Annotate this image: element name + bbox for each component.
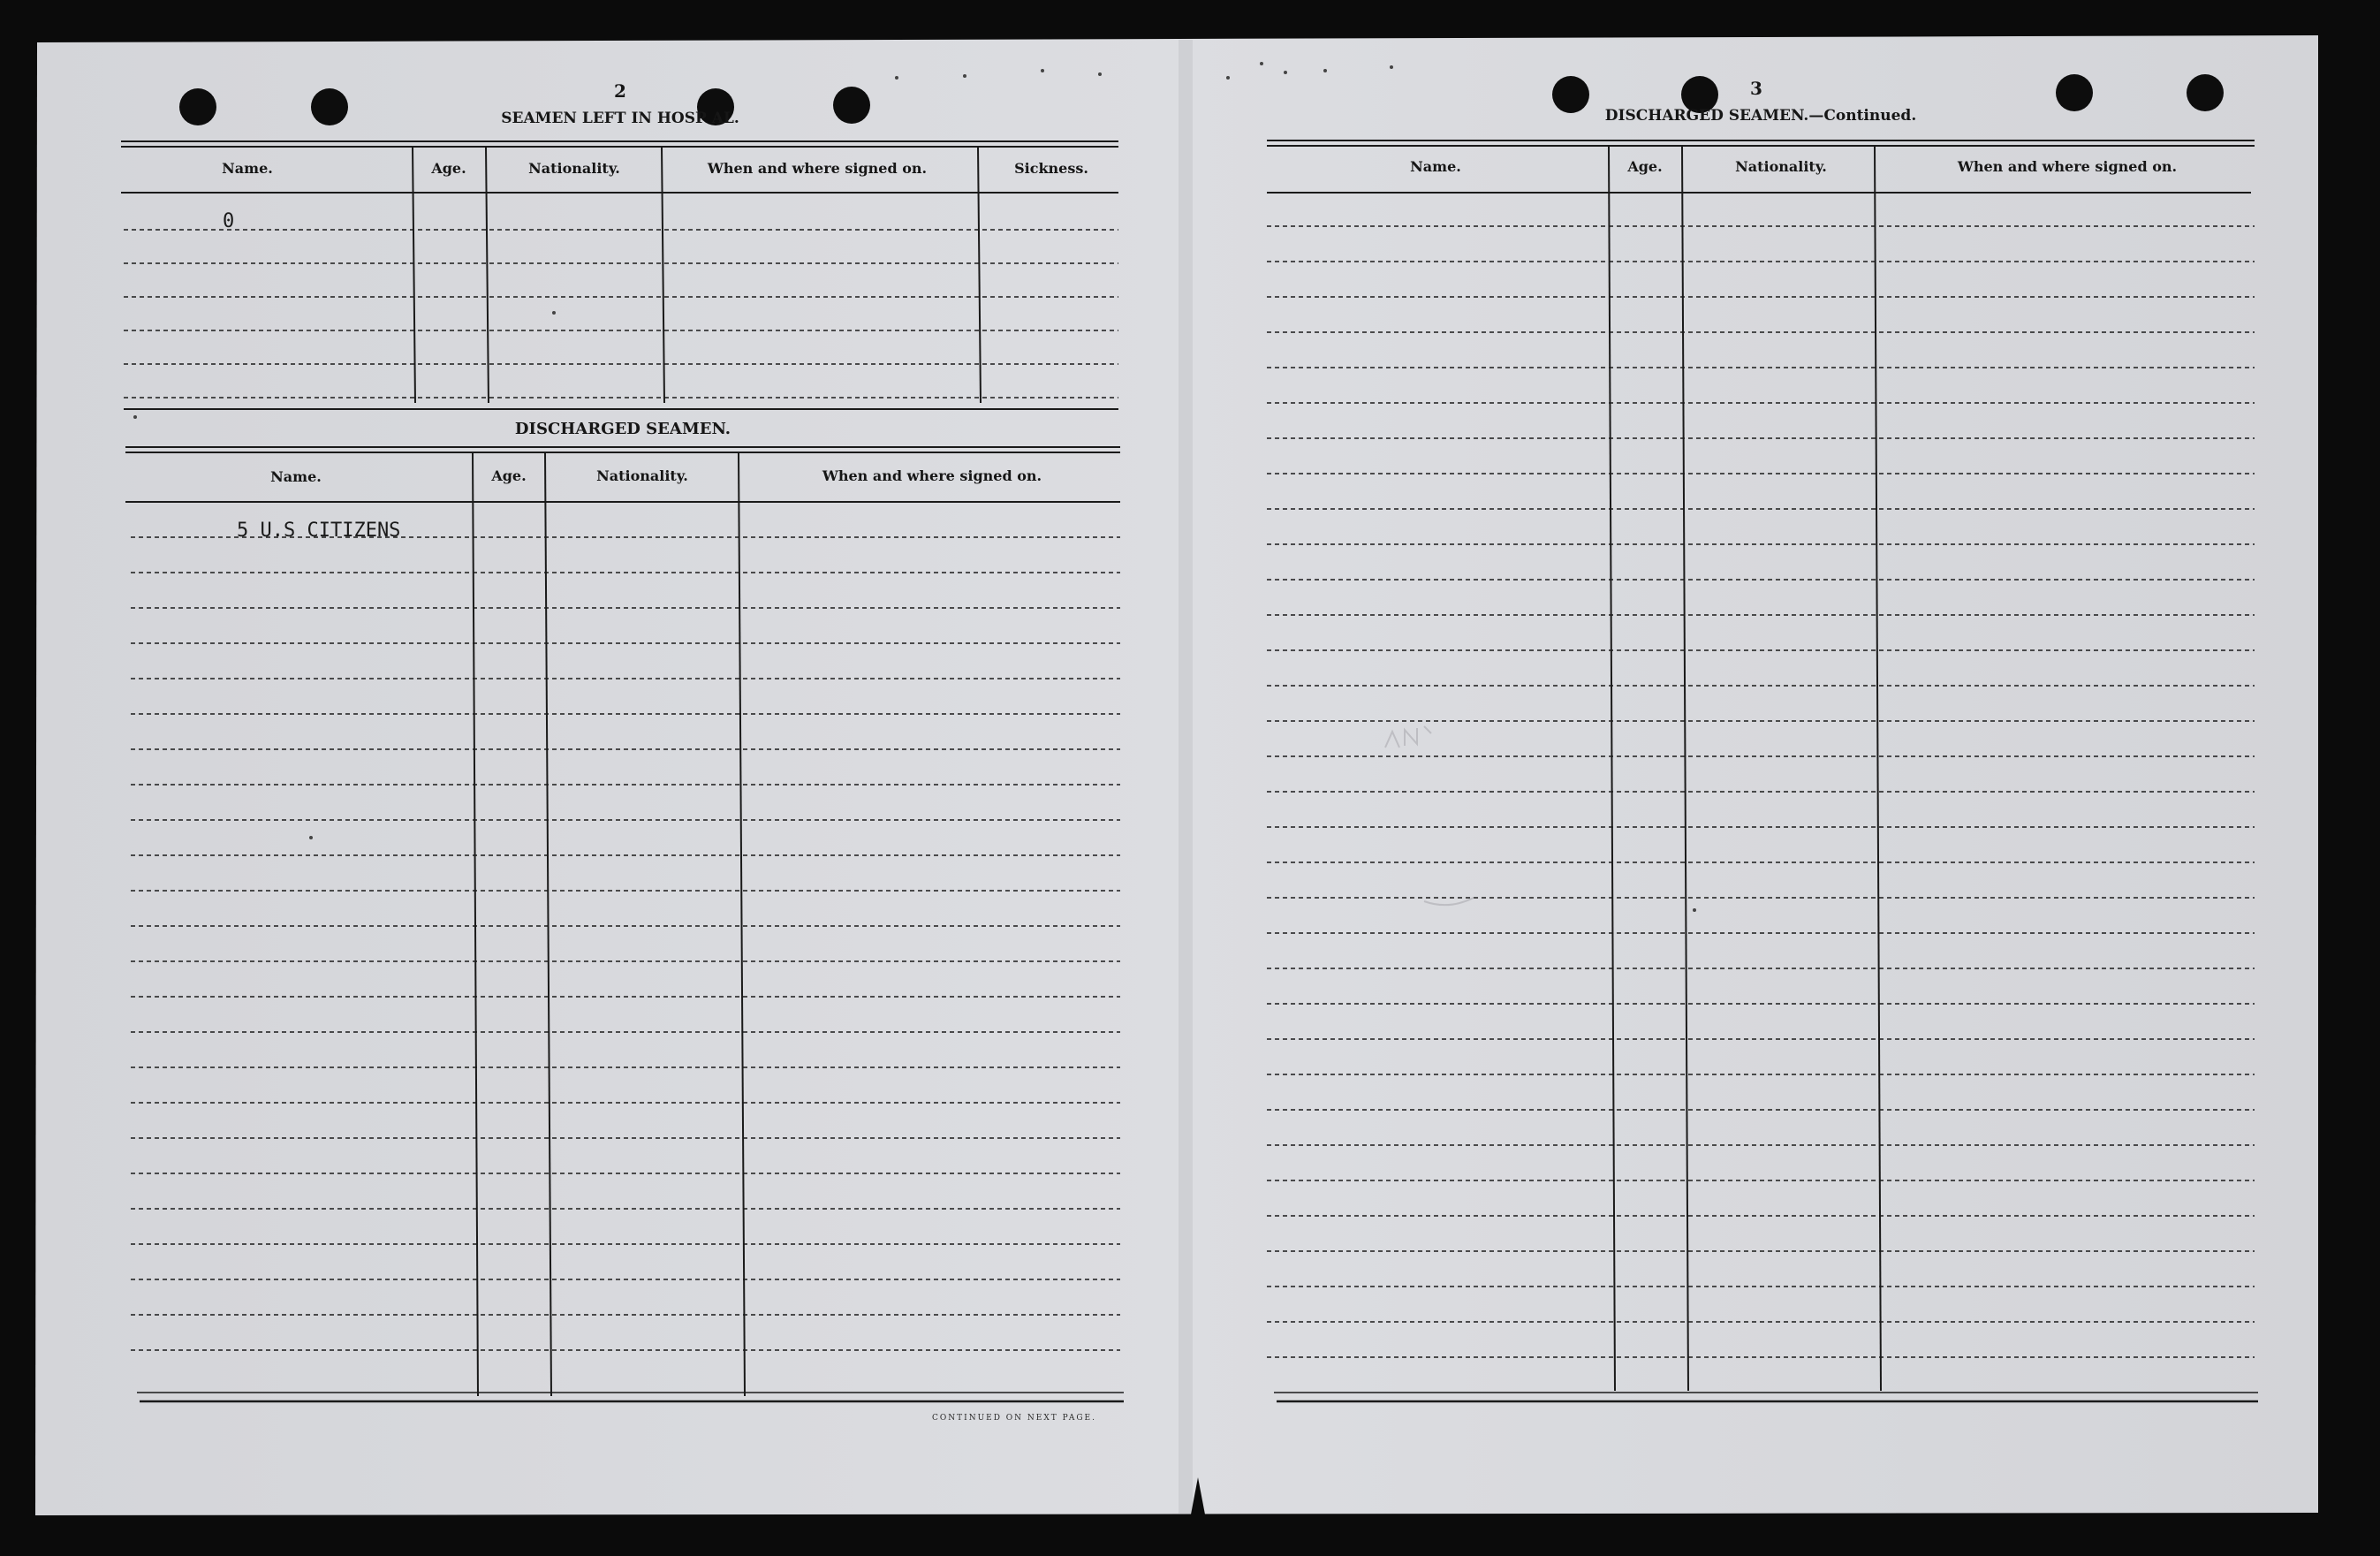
page-number-left: 2 <box>614 80 626 102</box>
punch-hole <box>311 88 348 125</box>
speck <box>1226 76 1230 80</box>
speck <box>1284 71 1287 74</box>
speck <box>309 836 313 839</box>
col-header-name: Name. <box>222 160 273 177</box>
hospital-section-title: SEAMEN LEFT IN HOSP AL. <box>501 110 739 127</box>
col-header-signed-on: When and where signed on. <box>707 160 928 177</box>
punch-hole <box>2056 74 2093 111</box>
right-page-title: DISCHARGED SEAMEN.—Continued. <box>1604 107 1917 125</box>
speck <box>1390 65 1393 69</box>
center-fold <box>1179 40 1193 1514</box>
speck <box>133 415 137 419</box>
punch-hole <box>179 88 216 125</box>
punch-hole <box>1552 76 1589 113</box>
col-header-nationality: Nationality. <box>1735 158 1827 175</box>
speck <box>1041 69 1044 72</box>
col-header-name: Name. <box>270 468 322 485</box>
speck <box>895 76 898 80</box>
speck <box>963 74 966 78</box>
speck <box>552 311 556 315</box>
speck <box>1693 908 1696 912</box>
col-header-age: Age. <box>431 160 466 177</box>
hospital-entry-name: 0 <box>223 210 235 232</box>
speck <box>1323 69 1327 72</box>
paper-sheet <box>35 35 2318 1515</box>
page-number-right: 3 <box>1750 78 1762 99</box>
col-header-signed-on: When and where signed on. <box>822 467 1042 484</box>
punch-hole <box>2187 74 2224 111</box>
col-header-nationality: Nationality. <box>528 160 620 177</box>
col-header-sickness: Sickness. <box>1014 160 1088 177</box>
punch-hole <box>833 87 870 124</box>
col-header-age: Age. <box>491 467 527 484</box>
discharged-section-title: DISCHARGED SEAMEN. <box>514 420 731 438</box>
col-header-age: Age. <box>1627 158 1663 175</box>
footer-note: CONTINUED ON NEXT PAGE. <box>932 1414 1096 1423</box>
discharged-entry-name: 5 U.S CITIZENS <box>237 520 401 542</box>
col-header-name: Name. <box>1410 158 1461 175</box>
col-header-signed-on: When and where signed on. <box>1957 158 2178 175</box>
speck <box>1098 72 1102 76</box>
col-header-nationality: Nationality. <box>596 467 688 484</box>
speck <box>1260 62 1263 65</box>
